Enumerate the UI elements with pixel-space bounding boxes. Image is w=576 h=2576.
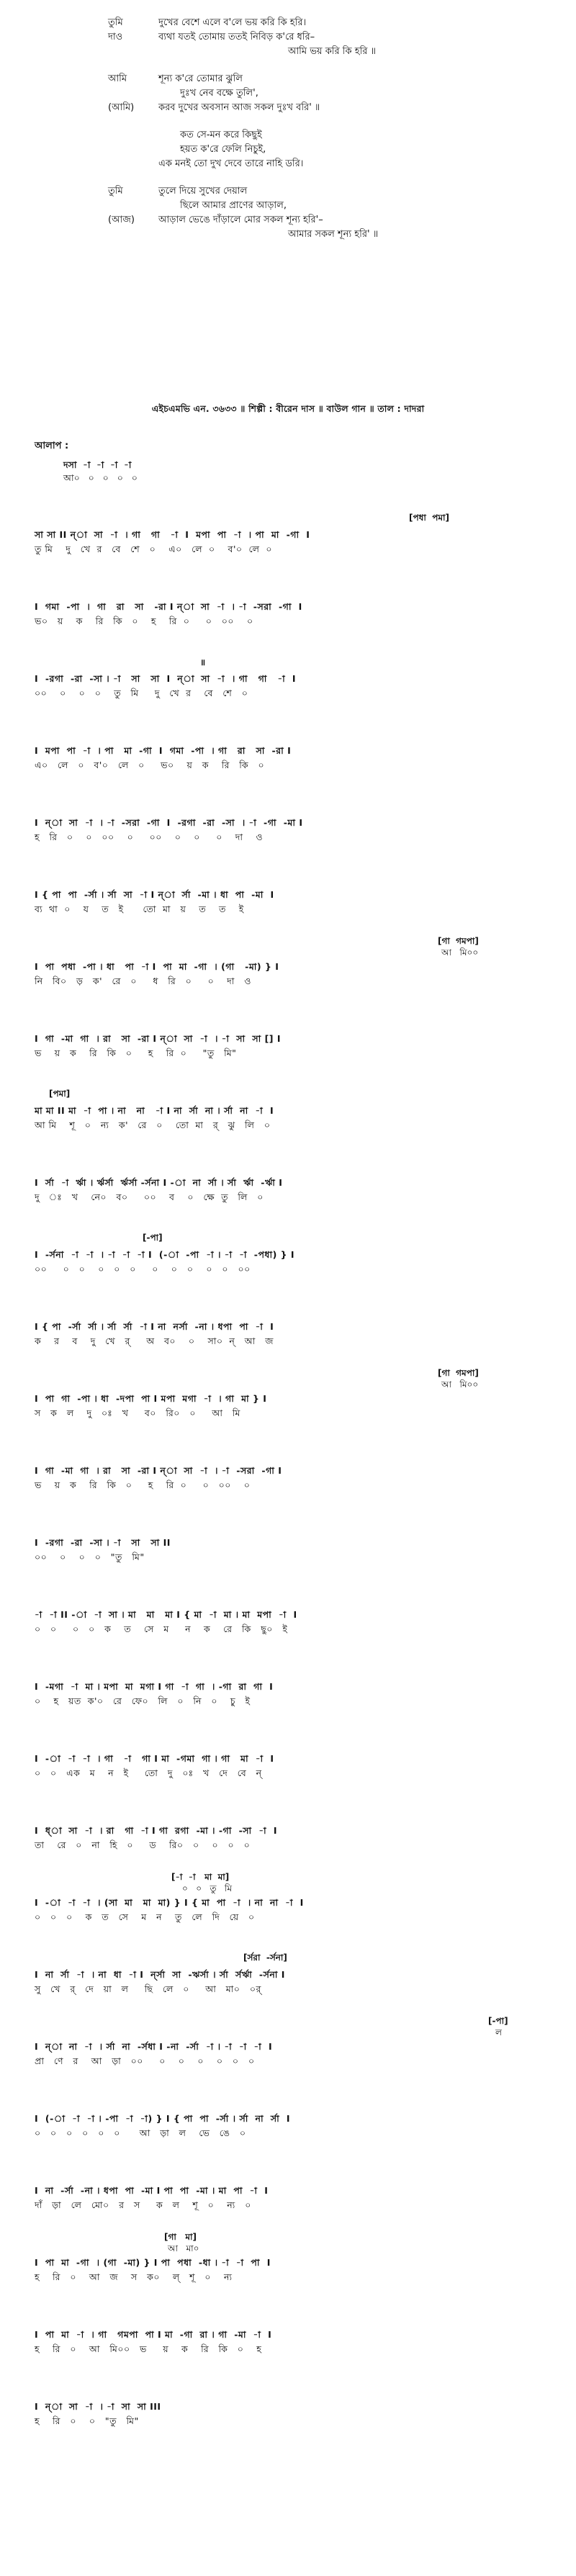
notation-bracket-label: ॥	[200, 657, 206, 667]
notation-sargam: -া -া II -া -া সা । মা মা মা I { মা -া মা । মা মপা -া I	[35, 1609, 297, 1620]
notation-row	[35, 1176, 553, 1204]
notation-row	[35, 1953, 553, 1996]
lyric-text: তুলে দিয়ে সুখের দেয়াল	[158, 186, 248, 197]
notation-row	[35, 1680, 553, 1708]
notation-row	[35, 2232, 553, 2284]
notation-row	[35, 1089, 553, 1132]
notation-words: তু মি দু খে র বে শে ০ এ০ লে ০ ব'০ লে ০	[35, 544, 272, 554]
lyric-lead: (আজ)	[108, 215, 135, 225]
notation-sargam: I র্সা -া র্ঋা । র্ঋর্সা র্ঋর্সা -র্সনা I -া না র্সা । র্সা র্ঋা -র্ঋা I	[35, 1177, 283, 1188]
notation-bracket-label: [পমা]	[49, 1089, 71, 1099]
lyric-text: আড়াল ভেঙে দাঁড়ালে মোর সকল শূন্য হরি'–	[158, 215, 323, 225]
notation-row	[35, 2400, 553, 2428]
lyric-line	[108, 86, 511, 101]
notation-upper-words: ০ ০ তু মি	[182, 1883, 233, 1893]
lyric-line	[108, 157, 511, 171]
notation-bracket-label: [-পা]	[143, 1233, 163, 1243]
lyric-text: হয়ত ক'রে ফেলি নিচুই,	[180, 144, 266, 155]
notation-words: ভ য় ক রি কি ০ হ রি ০ "তু মি"	[35, 1048, 237, 1058]
notation-sargam: I -া -া -া । গা -া গা I মা -গমা গা । গা মা -া I	[35, 1753, 274, 1764]
notation-words: ব্য থা ০ য ত ই তো মা য় ত ত ই	[35, 904, 244, 914]
notation-upper-words: আ মা০	[168, 2243, 199, 2253]
lyric-line	[108, 184, 511, 199]
notation-row	[35, 1536, 553, 1564]
notation-words: হ রি ০ আ জ স ক০ ল্ শূ ০ ন্য	[35, 2271, 233, 2282]
notation-sargam: I না -র্সা -না । ধপা পা -মা I পা পা -মা । মা পা -া I	[35, 2185, 269, 2196]
lyric-lead	[108, 199, 180, 213]
lyric-line	[108, 199, 511, 213]
lyric-text: করব দুখের অবসান আজ সকল দুঃখ বরি' ॥	[158, 102, 320, 113]
lyric-lead	[108, 86, 180, 101]
notation-sargam: I পা পধা -পা । ধা পা -া I পা মা -গা । (গা -মা) } I	[35, 961, 279, 972]
notation-words: হ রি ০ আ মি০০ ভ য় ক রি কি ০ হ	[35, 2343, 262, 2354]
notation-words: হ রি ০ ০ "তু মি"	[35, 2415, 139, 2426]
lyric-lead	[108, 45, 288, 59]
notation-row	[35, 816, 553, 845]
lyric-stanza	[108, 128, 511, 171]
notation-sargam: I -মগা -া মা । মপা মা মগা I গা -া গা । -গা রা গা I	[35, 1681, 274, 1692]
notation-sargam: I -রগা -রা -সা । -া সা সা I ন্‌া সা -া । গা গা -া I	[35, 673, 297, 684]
lyric-line	[108, 143, 511, 157]
notation-words: ০০ ০ ০ ০ "তু মি"	[35, 1552, 145, 1562]
notation-row	[35, 888, 553, 917]
aalap-words: আ০ ০ ০ ০ ০	[63, 472, 138, 483]
lyric-lead	[108, 157, 158, 171]
notation-sargam: I { পা -র্সা র্সা । র্সা র্সা -া I না নর্সা -না । ধপা পা -া I	[35, 1321, 274, 1332]
notation-words: হ রি ০ ০ ০০ ০ ০০ ০ ০ ০ দা ও	[35, 832, 264, 842]
notation-words: ০০ ০ ০ ০ ০ ০ ০ ০ ০ ০ ০ ০০	[35, 1264, 251, 1274]
notation-row	[35, 2016, 553, 2068]
notation-row	[35, 600, 553, 629]
notation-words: ০০ ০ ০ ০ তু মি দু খে র বে শে ০	[35, 688, 248, 698]
notation-words: সু খে র্‌ দে য়া ল ছি লে ০ আ মা০ ০র্	[35, 1983, 261, 1994]
lyric-line	[108, 128, 511, 143]
notation-sargam: I পা মা -া । গা গমপা পা I মা -গা রা । গা -মা -া I	[35, 2329, 272, 2340]
lyric-text: কত সে-মন করে কিছুই	[180, 130, 262, 140]
notation-words: দু ঃ খ নে০ ব০ ০০ ব ০ ক্ষে তু লি ০	[35, 1192, 264, 1202]
song-meta: এইচএমভি এন. ৩৬৩৩ ॥ শিল্পী : বীরেন দাস ॥ বাউল গান ॥ তাল : দাদরা	[151, 403, 425, 414]
notation-sargam: I ন্‌া সা -া । -া -সরা -গা I -রগা -রা -সা । -া -গা -মা I	[35, 817, 303, 828]
notation-row	[35, 1752, 553, 1780]
lyric-lead	[108, 228, 288, 242]
lyric-text: আমার সকল শূন্য হরি' ॥	[288, 229, 379, 240]
notation-sargam: I -া -া -া । (সা মা মা মা) } I { মা পা -া । না না -া I	[35, 1897, 304, 1908]
notation-words: ০ ০ ০ ক ত সে ম ন তু লে দি য়ে ০	[35, 1911, 255, 1922]
notation-sargam: I -র্সনা -া -া । -া -া -া I (-া -পা -া । -া -া -পধা) } I	[35, 1249, 295, 1260]
notation-words: দাঁ ড়া লে মো০ র স ক ল শূ ০ ন্য ০	[35, 2199, 251, 2210]
notation-row	[35, 2184, 553, 2212]
lyric-line	[108, 30, 511, 45]
notation-block	[35, 439, 553, 2428]
lyric-text: ব্যথা যতই তোমায় ততই নিবিড় ক'রে ধরি–	[158, 32, 315, 42]
lyric-text: শূন্য ক'রে তোমার ঝুলি	[158, 73, 243, 84]
notation-row	[35, 2328, 553, 2356]
notation-row	[35, 936, 553, 988]
notation-row	[35, 744, 553, 773]
notation-row	[35, 1608, 553, 1636]
notation-row	[35, 1464, 553, 1492]
lyric-line	[108, 213, 511, 228]
notation-bracket-label: [গা মা]	[164, 2232, 197, 2242]
notation-words: ক র ব দু খে র্‌ অ ব০ ০ সা০ ন্‌ আ জ	[35, 1336, 274, 1346]
lyrics-block	[108, 16, 511, 255]
notation-sargam: I গা -মা গা । রা সা -রা I ন্‌া সা -া । -া -সরা -গা I	[35, 1465, 282, 1476]
notation-rows	[35, 513, 553, 2428]
notation-sargam: সা সা II ন্‌া সা -া । গা গা -া I মপা পা -া । পা মা -গা I	[35, 529, 310, 540]
notation-words: এ০ লে ০ ব'০ লে ০ ভ০ য় ক রি কি ০	[35, 760, 265, 770]
notation-words: ০ হ য়ত ক'০ রে ফে০ লি ০ নি ০ চু ই	[35, 1695, 251, 1706]
notation-row	[35, 657, 553, 701]
notation-upper-words: আ মি০০	[441, 947, 479, 958]
notation-sargam: I -রগা -রা -সা । -া সা সা II	[35, 1537, 171, 1548]
lyric-stanza	[108, 184, 511, 242]
aalap-sargam: দসা -া -া -া -া	[63, 459, 132, 470]
notation-row	[35, 513, 553, 557]
notation-words: ০ ০ ০ ০ ০ ০ আ ড়া ল ভে ঙে ০	[35, 2127, 246, 2138]
lyric-lead	[108, 143, 180, 157]
notation-bracket-label: [পধা পমা]	[409, 513, 449, 523]
notation-sargam: I মপা পা -া । পা মা -গা I গমা -পা । গা রা সা -রা I	[35, 745, 292, 756]
notation-upper-words: আ মি০০	[441, 1379, 479, 1390]
notation-words: আ মি শূ ০ ন্য ক' রে ০ তো মা র্‌ ঝু লি ০	[35, 1120, 271, 1130]
notation-bracket-label: [-া -া মা মা]	[171, 1872, 230, 1882]
lyric-stanza	[108, 72, 511, 115]
lyric-text: দুখের বেশে এলে ব'লে ভয় করি কি হরি।	[158, 17, 307, 28]
notation-sargam: I পা মা -গা । (গা -মা) } I পা পধা -ধা । -া -া পা I	[35, 2257, 271, 2268]
lyric-line	[108, 45, 511, 59]
notation-words: ভ য় ক রি কি ০ হ রি ০ ০ ০০ ০	[35, 1480, 251, 1490]
lyric-stanza	[108, 16, 511, 59]
notation-words: ০ ০ এক ম ন ই তো দু ০ঃ খ দে বে ন্	[35, 1767, 262, 1778]
notation-sargam: I গমা -পা । গা রা সা -রা I ন্‌া সা -া । -া -সরা -গা I	[35, 601, 302, 612]
notation-sargam: I ন্‌া না -া । র্সা না -র্সধা I -না -র্সা -া । -া -া -া I	[35, 2041, 273, 2052]
notation-words: ভ০ য় ক রি কি ০ হ রি ০ ০ ০০ ০	[35, 616, 253, 626]
lyric-lead: দাও	[108, 32, 123, 42]
lyric-line	[108, 101, 511, 115]
lyric-lead: আমি	[108, 73, 127, 84]
notation-row	[35, 1032, 553, 1060]
notation-sargam: I (-া -া -া । -পা -া -া) } I { পা পা -র্সা । র্সা না র্সা I	[35, 2113, 291, 2124]
notation-row	[35, 1320, 553, 1348]
notation-words: প্রা ণে র আ ড়া ০০ ০ ০ ০ ০ ০ ০	[35, 2055, 255, 2066]
notation-sargam: I ন্‌া সা -া । -া সা সা III	[35, 2401, 161, 2412]
lyric-line	[108, 228, 511, 242]
notation-row	[35, 1233, 553, 1276]
lyric-line	[108, 16, 511, 30]
notation-row	[35, 1872, 553, 1924]
notation-bracket-label: [গা গমপা]	[438, 1368, 479, 1378]
lyric-text: ছিলে আমার প্রাণের আড়াল,	[180, 200, 287, 211]
lyric-line	[108, 72, 511, 86]
notation-words: ০ ০ ০ ০ ক ত সে ম ন ক রে কি ছু০ ই	[35, 1623, 288, 1634]
notation-words: তা রে ০ না হি ০ ড রি০ ০ ০ ০ ০	[35, 1839, 251, 1850]
notation-sargam: I ধ্‌া সা -া । রা গা -া I গা রগা -মা । -গা -সা -া I	[35, 1825, 278, 1836]
notation-sargam: I না র্সা -া । না ধা -া I ন্‌র্সা সা -ঋর্সা । র্সা র্সর্ঋা -র্সনা I	[35, 1969, 285, 1980]
notation-words: নি বি০ ড় ক' রে ০ ধ রি ০ ০ দা ও	[35, 976, 251, 986]
lyric-text: দুঃখ নেব বক্ষে তুলি',	[180, 88, 258, 99]
notation-upper-words: ল	[495, 2027, 502, 2037]
notation-bracket-label: [-পা]	[488, 2016, 508, 2026]
notation-bracket-label: [গা গমপা]	[438, 936, 479, 946]
lyric-lead: (আমি)	[108, 102, 135, 113]
notation-sargam: I পা গা -পা । ধা -দপা পা I মপা মগা -া । গা মা } I	[35, 1393, 267, 1404]
notation-words: স ক ল দু ০ঃ খ ব০ রি০ ০ আ মি	[35, 1408, 240, 1418]
notation-row	[35, 1824, 553, 1852]
lyric-text: এক মনই তো দুখ দেবে তারে নাহি ডরি।	[158, 158, 304, 169]
notation-row	[35, 2112, 553, 2140]
notation-row	[35, 1368, 553, 1420]
notation-sargam: I { পা পা -র্সা । র্সা সা -া I ন্‌া র্সা -মা । ধা পা -মা I	[35, 889, 274, 900]
lyric-lead	[108, 128, 180, 143]
aalap-title: আলাপ :	[35, 441, 69, 451]
notation-bracket-label: [র্সরা -র্সনা]	[243, 1953, 287, 1963]
lyric-lead: তুমি	[108, 17, 123, 28]
lyric-lead: তুমি	[108, 186, 123, 197]
notation-sargam: I গা -মা গা । রা সা -রা I ন্‌া সা -া । -া সা সা [] I	[35, 1033, 282, 1044]
notation-sargam: মা মা II মা -া পা । না না -া I না র্সা না । র্সা না -া I	[35, 1105, 274, 1116]
lyric-text: আমি ভয় করি কি হরি ॥	[288, 46, 376, 57]
